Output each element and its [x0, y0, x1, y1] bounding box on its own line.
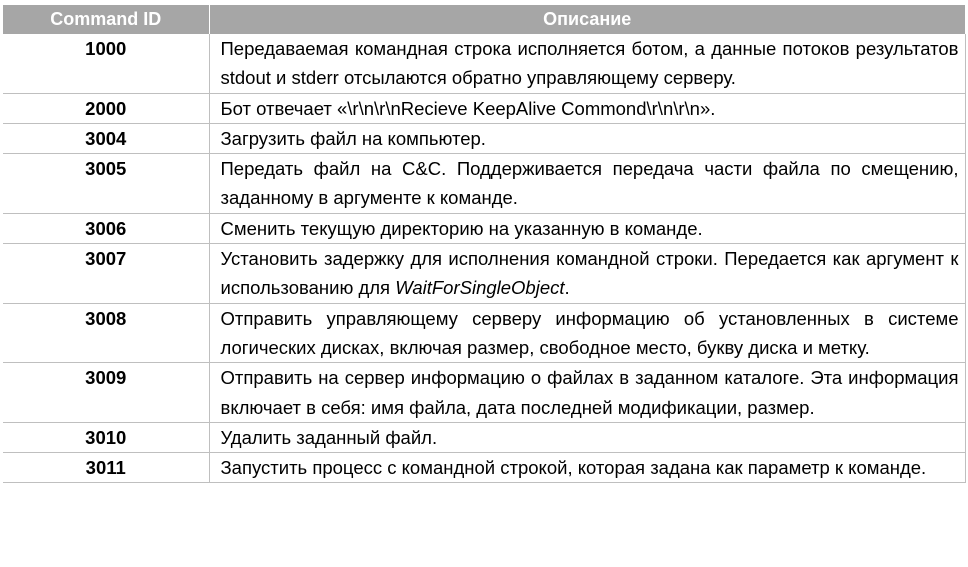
- description-cell: Бот отвечает «\r\n\r\nRecieve KeepAlive Commond\r\n\r\n».: [209, 93, 965, 123]
- command-table: [3, 5, 966, 483]
- command-id-cell: 3006: [3, 213, 209, 243]
- description-text: Установить задержку для исполнения командной строки. Передается как аргумент к использованию для: [220, 248, 959, 299]
- table-row: [3, 123, 965, 153]
- header-command-id: Command ID: [3, 5, 209, 34]
- description-cell: Передаваемая командная строка исполняется ботом, а данные потоков результатов stdout и stderr отсылаются обратно управляющему серверу.: [209, 34, 965, 93]
- table-row: [3, 93, 965, 123]
- description-cell: Сменить текущую директорию на указанную в команде.: [209, 213, 965, 243]
- command-id-cell: 3005: [3, 154, 209, 214]
- command-id-cell: 3010: [3, 422, 209, 452]
- table-row: [3, 244, 965, 304]
- command-id-cell: 3008: [3, 303, 209, 363]
- table-row: [3, 422, 965, 452]
- description-suffix: .: [564, 277, 570, 299]
- header-description: Описание: [209, 5, 965, 34]
- command-id-cell: 3009: [3, 363, 209, 423]
- table-row: [3, 34, 965, 93]
- description-cell: Запустить процесс с командной строкой, которая задана как параметр к команде.: [209, 453, 965, 483]
- description-cell: Отправить управляющему серверу информацию об установленных в системе логических дисках, включая размер, свободное место, букву диска и метку.: [209, 303, 965, 363]
- command-id-cell: 1000: [3, 34, 209, 93]
- table-row: [3, 303, 965, 363]
- command-id-cell: 3004: [3, 123, 209, 153]
- table-row: [3, 363, 965, 423]
- api-function-name: WaitForSingleObject: [395, 277, 565, 299]
- description-cell: Отправить на сервер информацию о файлах в заданном каталоге. Эта информация включает в себя: имя файла, дата последней модификации, размер.: [209, 363, 965, 423]
- description-cell: Удалить заданный файл.: [209, 422, 965, 452]
- description-cell: Передать файл на C&C. Поддерживается передача части файла по смещению, заданному в аргументе к команде.: [209, 154, 965, 214]
- command-id-cell: 2000: [3, 93, 209, 123]
- table-header-row: [3, 5, 965, 34]
- description-cell: Загрузить файл на компьютер.: [209, 123, 965, 153]
- table-row: [3, 453, 965, 483]
- description-cell: [209, 244, 965, 304]
- table-row: [3, 213, 965, 243]
- command-id-cell: 3007: [3, 244, 209, 304]
- table-row: [3, 154, 965, 214]
- command-id-cell: 3011: [3, 453, 209, 483]
